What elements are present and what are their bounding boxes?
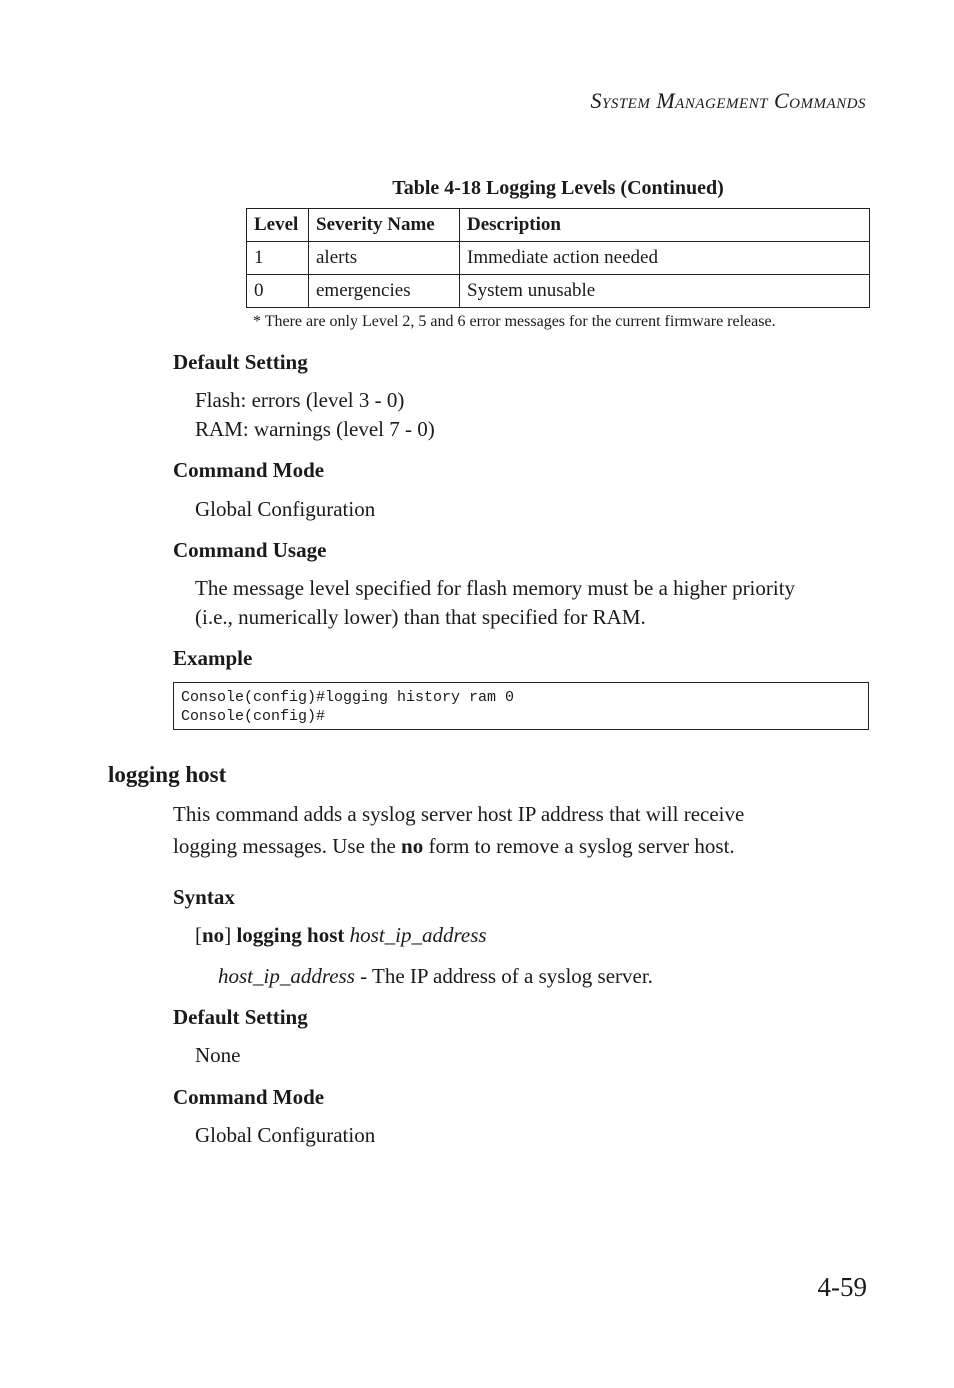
syntax-heading: Syntax	[173, 885, 235, 909]
command-usage-line2: (i.e., numerically lower) than that specified for RAM.	[195, 605, 646, 629]
running-header: System Management Commands	[590, 88, 866, 113]
param-name: host_ip_address	[218, 964, 355, 988]
logging-levels-table	[246, 208, 870, 308]
cell-description: System unusable	[460, 275, 870, 308]
table-row	[247, 242, 870, 275]
logging-host-description-line1: This command adds a syslog server host IP address that will receive	[173, 802, 745, 826]
bracket-open: [	[195, 923, 202, 947]
cell-description: Immediate action needed	[460, 242, 870, 275]
no-keyword: no	[401, 834, 424, 858]
logging-host-description-line2	[173, 832, 735, 861]
command-mode-text: Global Configuration	[195, 497, 376, 521]
column-header-level: Level	[247, 209, 309, 242]
cell-severity: emergencies	[309, 275, 460, 308]
code-line: Console(config)#	[181, 708, 326, 725]
description-text: form to remove a syslog server host.	[423, 834, 735, 858]
table-footnote: * There are only Level 2, 5 and 6 error messages for the current firmware release.	[253, 313, 776, 330]
syntax-param: host_ip_address	[349, 923, 487, 947]
cell-severity: alerts	[309, 242, 460, 275]
bracket-close: ]	[224, 923, 232, 947]
description-text: logging messages. Use the	[173, 834, 402, 858]
default-setting-ram: RAM: warnings (level 7 - 0)	[195, 417, 435, 441]
lh-command-mode-text: Global Configuration	[195, 1123, 376, 1147]
example-code-block	[173, 682, 869, 730]
code-line: Console(config)#logging history ram 0	[181, 689, 515, 706]
lh-command-mode-heading: Command Mode	[173, 1085, 325, 1109]
syntax-no-keyword: no	[202, 923, 225, 947]
default-setting-heading: Default Setting	[173, 350, 308, 374]
column-header-description: Description	[460, 209, 870, 242]
table-header-row	[247, 209, 870, 242]
cell-level: 0	[247, 275, 309, 308]
example-heading: Example	[173, 646, 253, 670]
lh-default-setting-text: None	[195, 1043, 241, 1067]
page-number: 4-59	[817, 1272, 867, 1302]
cell-level: 1	[247, 242, 309, 275]
command-mode-heading: Command Mode	[173, 458, 325, 482]
table-caption: Table 4-18 Logging Levels (Continued)	[392, 177, 724, 199]
lh-default-setting-heading: Default Setting	[173, 1005, 308, 1029]
param-text: - The IP address of a syslog server.	[354, 964, 653, 988]
syntax-line	[195, 921, 487, 950]
table-row	[247, 275, 870, 308]
logging-host-title: logging host	[108, 762, 227, 787]
column-header-severity: Severity Name	[309, 209, 460, 242]
command-usage-line1: The message level specified for flash memory must be a higher priority	[195, 576, 796, 600]
default-setting-flash: Flash: errors (level 3 - 0)	[195, 388, 405, 412]
param-description	[218, 962, 653, 991]
syntax-command: logging host	[236, 923, 345, 947]
command-usage-heading: Command Usage	[173, 538, 327, 562]
